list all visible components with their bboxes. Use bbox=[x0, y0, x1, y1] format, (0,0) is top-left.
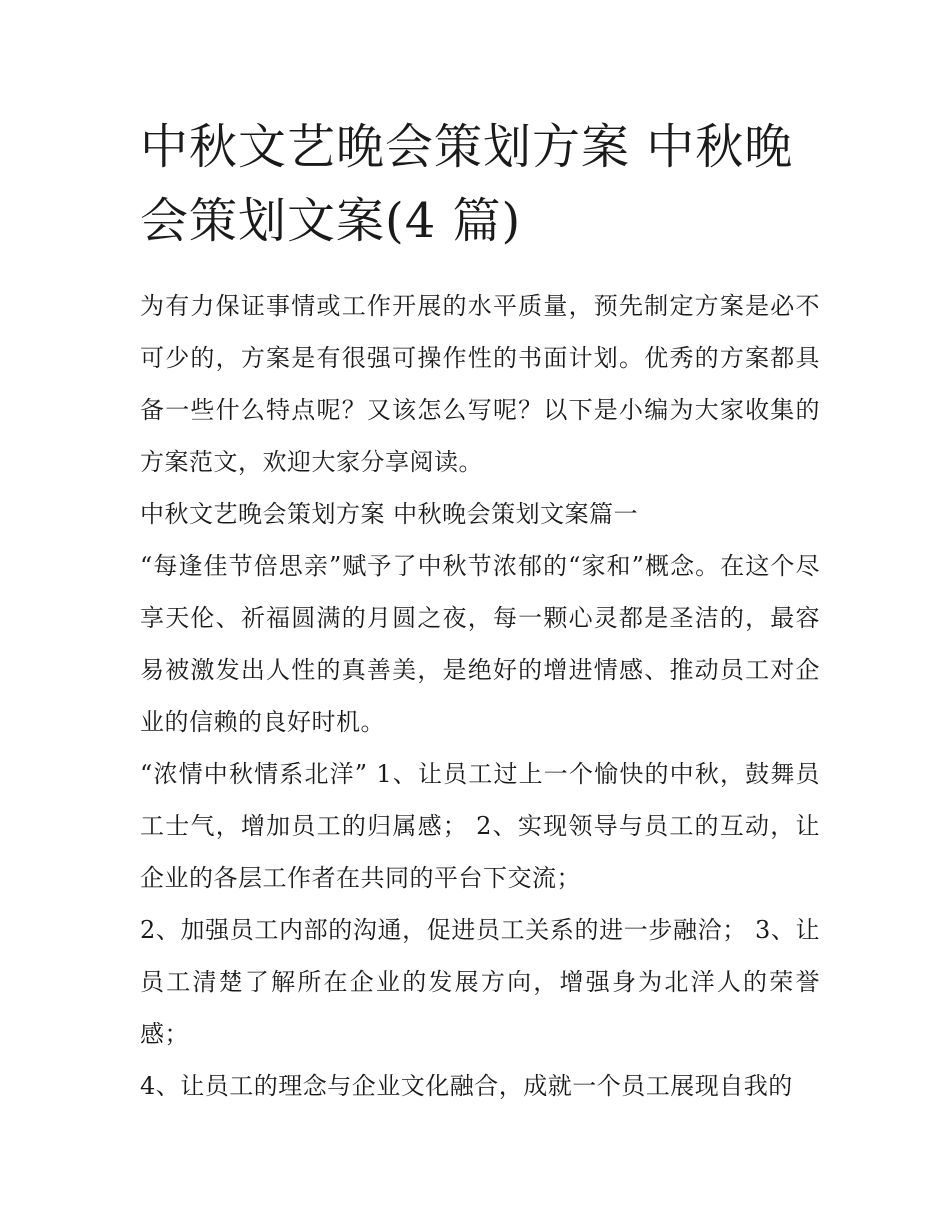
document-title: 中秋文艺晚会策划方案 中秋晚会策划文案(4 篇) bbox=[140, 119, 794, 249]
paragraph-background: “每逢佳节倍思亲”赋予了中秋节浓郁的“家和”概念。在这个尽享天伦、祈福圆满的月圆之夜，每一颗心灵都是圣洁的，最容易被激发出人性的真善美，是绝好的增进情感、推动员工对企业的信赖的良好时机。 bbox=[140, 552, 820, 736]
document-page bbox=[140, 110, 820, 1112]
paragraph-intro: 为有力保证事情或工作开展的水平质量，预先制定方案是必不可少的，方案是有很强可操作性的书面计划。优秀的方案都具备一些什么特点呢？又该怎么写呢？以下是小编为大家收集的方案范文，欢迎大家分享阅读。 bbox=[140, 292, 820, 476]
paragraph-goals-continued: 2、加强员工内部的沟通，促进员工关系的进一步融洽； 3、让员工清楚了解所在企业的发展方向，增强身为北洋人的荣誉感； bbox=[140, 916, 820, 1048]
paragraph-section-heading: 中秋文艺晚会策划方案 中秋晚会策划文案篇一 bbox=[140, 500, 639, 528]
paragraph-theme-goals: “浓情中秋情系北洋” 1、让员工过上一个愉快的中秋，鼓舞员工士气，增加员工的归属感； 2、实现领导与员工的互动，让企业的各层工作者在共同的平台下交流； bbox=[140, 760, 820, 892]
paragraph-goal-four: 4、让员工的理念与企业文化融合，成就一个员工展现自我的 bbox=[140, 1072, 793, 1100]
